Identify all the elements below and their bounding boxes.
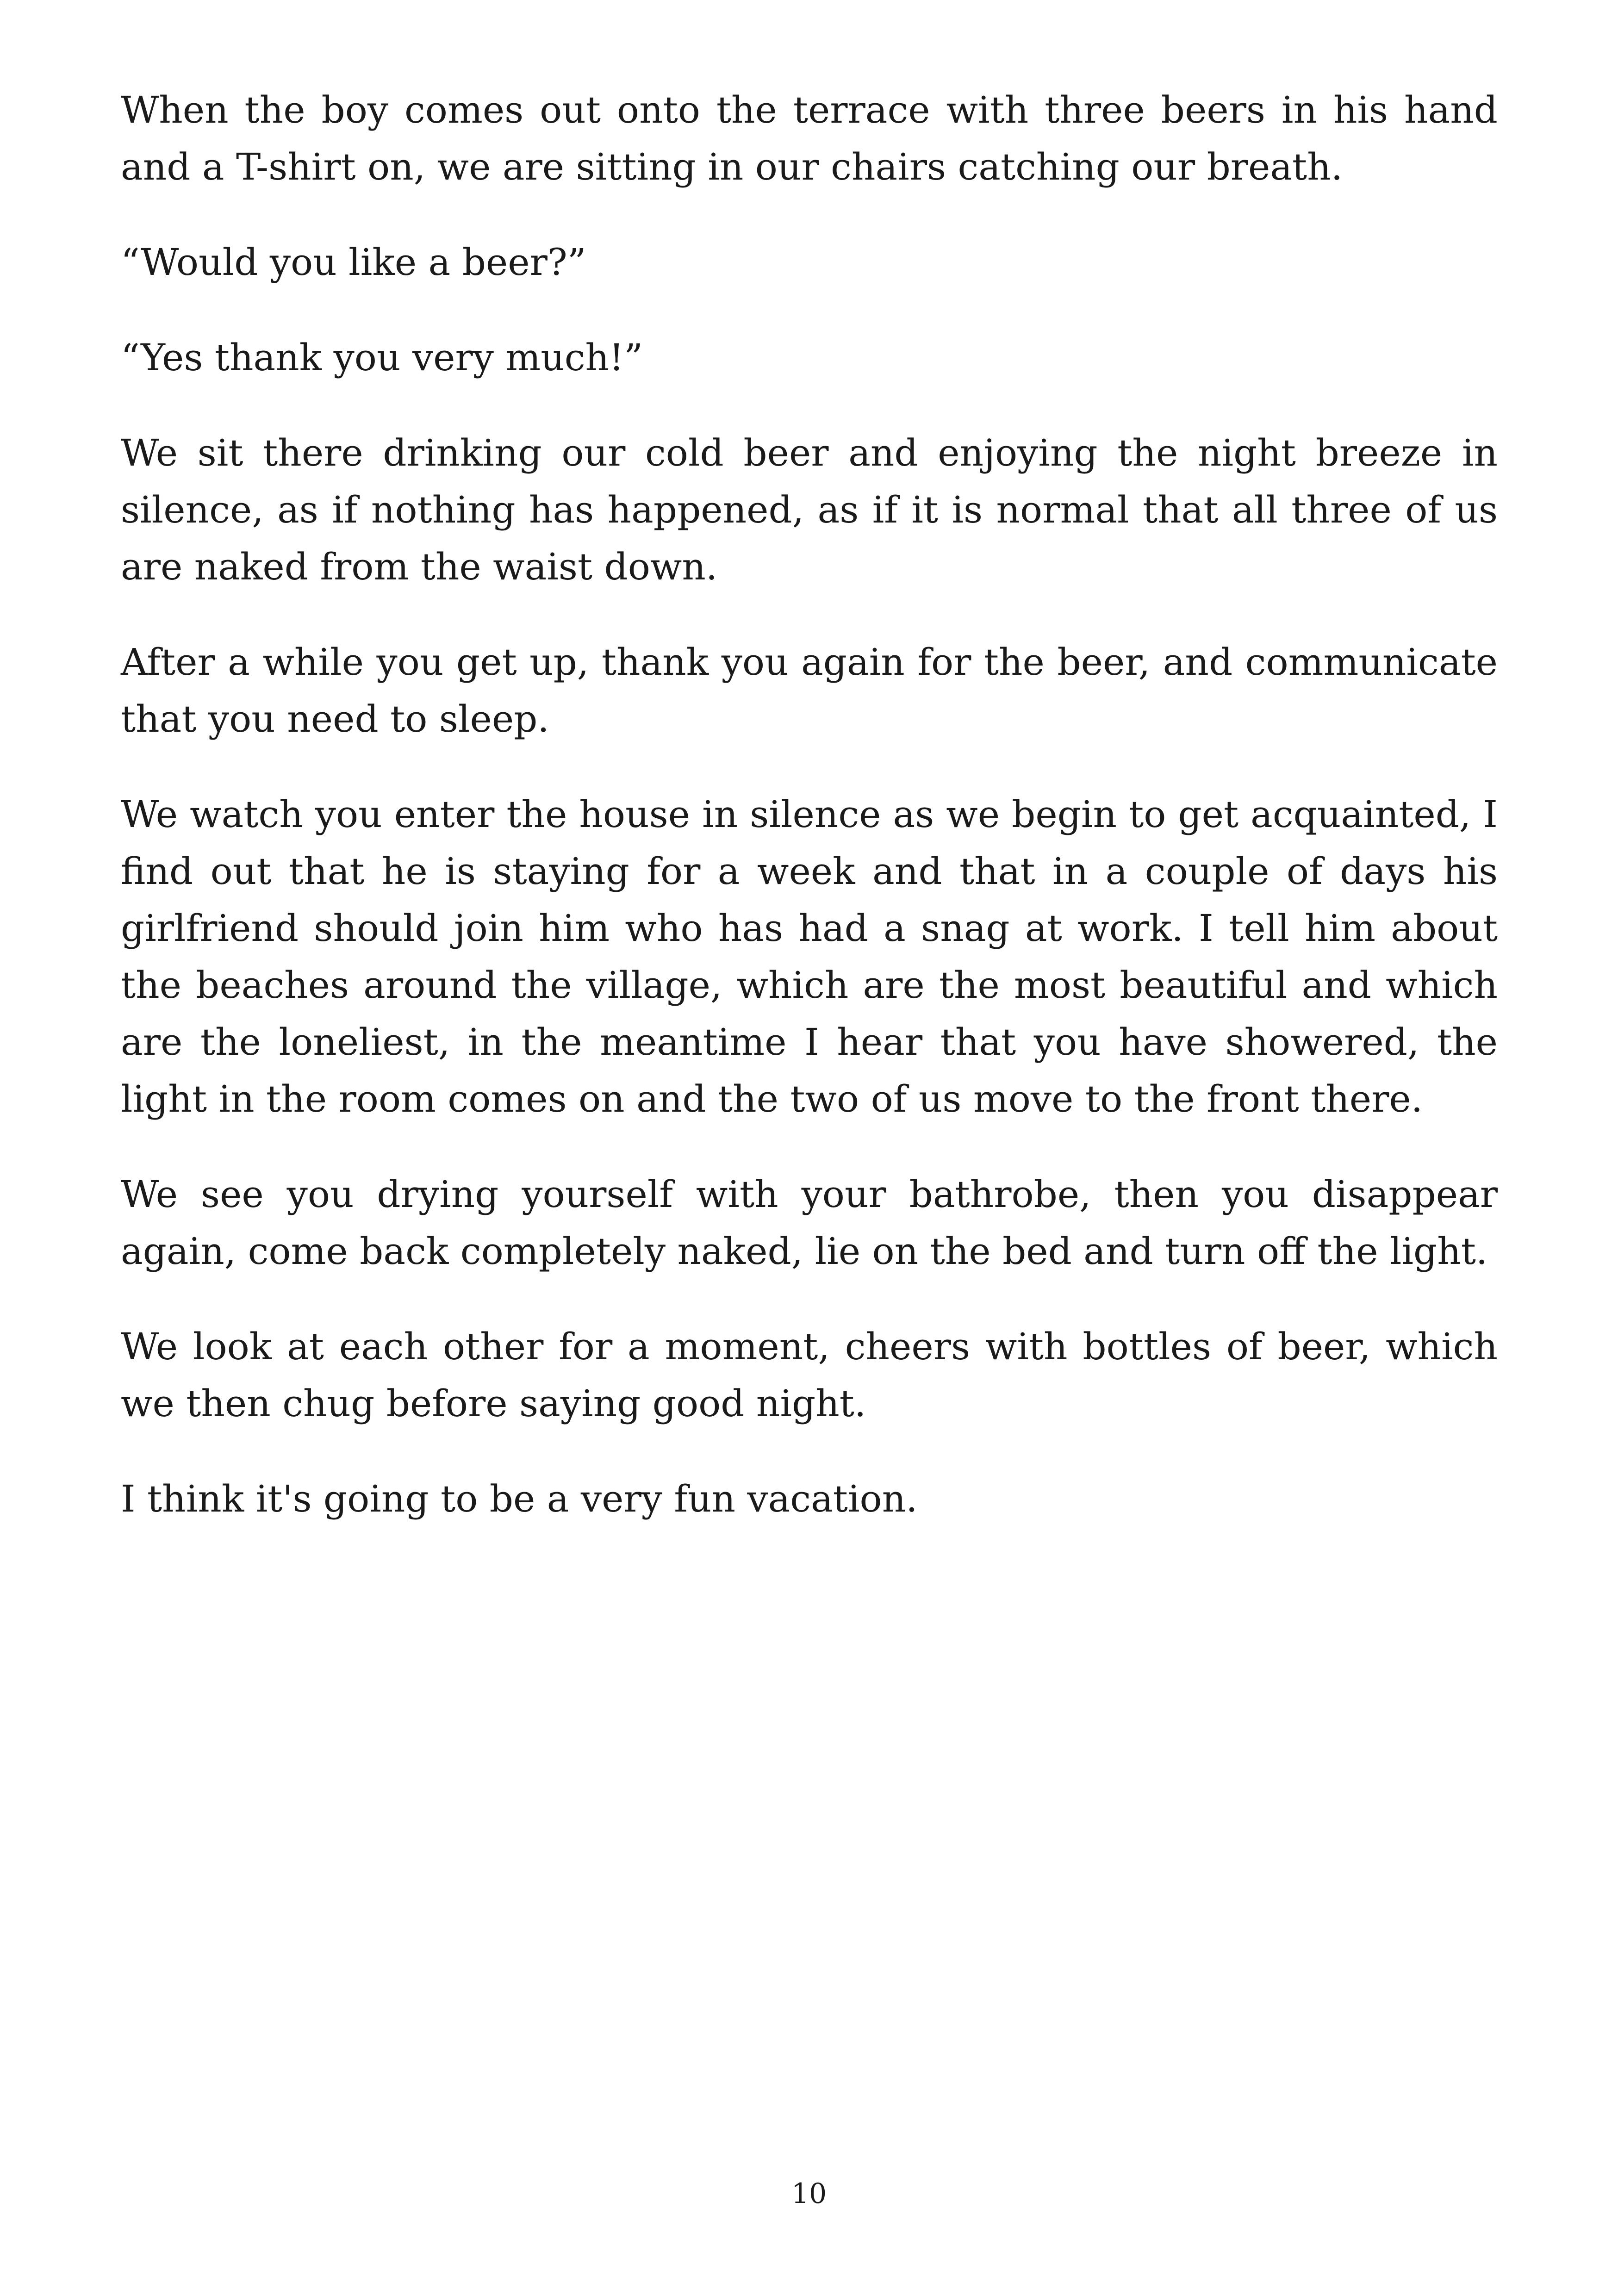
body-text <box>121 81 1498 1566</box>
paragraph: We sit there drinking our cold beer and enjoying the night breeze in silence, as if nothing has happened, as if it is normal that all three of us are naked from the waist down. <box>121 431 1498 588</box>
paragraph: We look at each other for a moment, cheers with bottles of beer, which we then chug before saying good night. <box>121 1325 1498 1425</box>
paragraph: “Yes thank you very much!” <box>121 336 643 379</box>
paragraph: We watch you enter the house in silence as we begin to get acquainted, I find out that he is staying for a week and that in a couple of days his girlfriend should join him who has had a snag at work. I tell him about the beaches around the village, which are the most beautiful and which are the loneliest, in the meantime I hear that you have showered, the light in the room comes on and the two of us move to the front there. <box>121 793 1498 1120</box>
paragraph: After a while you get up, thank you again for the beer, and communicate that you need to sleep. <box>121 641 1498 740</box>
paragraph: When the boy comes out onto the terrace with three beers in his hand and a T-shirt on, we are sitting in our chairs catching our breath. <box>121 88 1498 188</box>
page-number: 10 <box>791 2178 827 2210</box>
paragraph: I think it's going to be a very fun vacation. <box>121 1477 918 1520</box>
paragraph: “Would you like a beer?” <box>121 241 586 284</box>
paragraph: We see you drying yourself with your bathrobe, then you disappear again, come back completely naked, lie on the bed and turn off the light. <box>121 1173 1498 1273</box>
